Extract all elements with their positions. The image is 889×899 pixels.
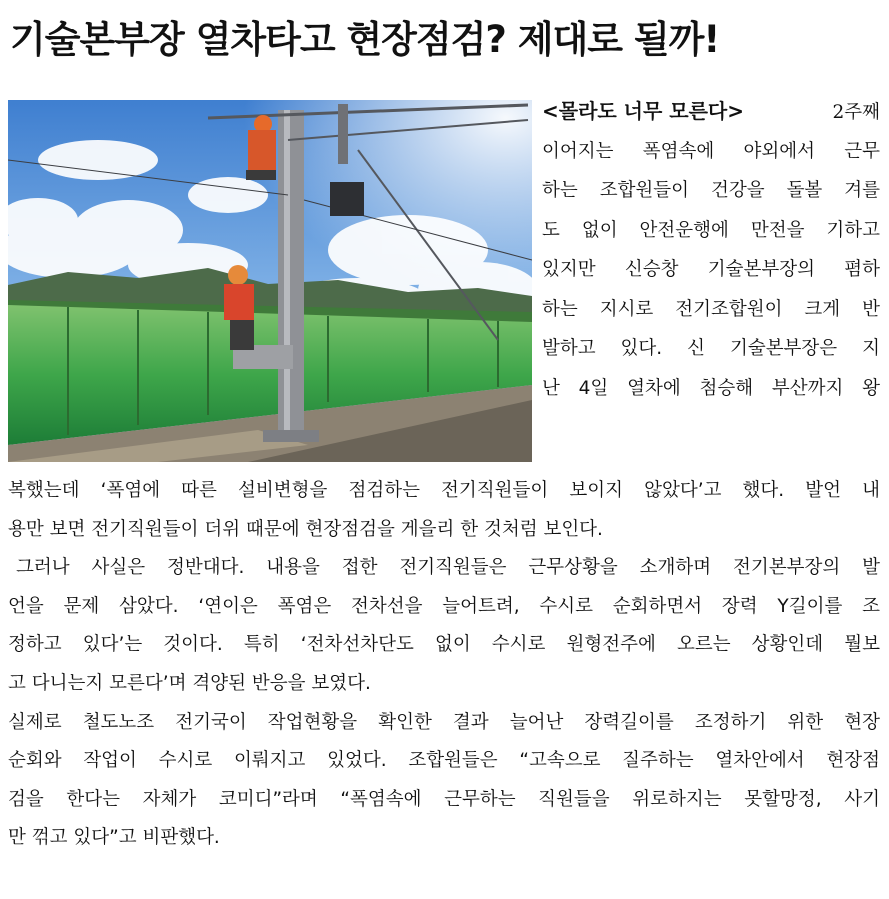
article-photo (8, 100, 532, 462)
side-line: 하는 조합원들이 건강을 돌볼 겨를 (542, 180, 880, 201)
body-line: 실제로 철도노조 전기국이 작업현황을 확인한 결과 늘어난 장력길이를 조정하기 위한 현장 (8, 711, 880, 733)
side-line: 난 4일 열차에 첨승해 부산까지 왕 (542, 377, 880, 399)
body-line: 만 꺾고 있다”고 비판했다. (8, 827, 220, 849)
side-line: 도 없이 안전운행에 만전을 기하고 (542, 219, 880, 241)
side-line: 하는 지시로 전기조합원이 크게 반 (542, 298, 880, 320)
side-line: 있지만 신승창 기술본부장의 폄하 (542, 259, 880, 280)
body-line: 복했는데 ‘폭염에 따른 설비변형을 점검하는 전기직원들이 보이지 않았다’고 했다. 발언 내 (8, 480, 880, 501)
article-side-column (542, 92, 880, 408)
body-line: 고 다니는지 모른다’며 격양된 반응을 보였다. (8, 672, 371, 694)
body-line: 용만 보면 전기직원들이 더위 때문에 현장점검을 게을리 한 것처럼 보인다. (8, 518, 603, 540)
article-body (8, 472, 880, 858)
body-line: 순회와 작업이 수시로 이뤄지고 있었다. 조합원들은 “고속으로 질주하는 열차안에서 현장점 (8, 750, 880, 772)
side-line: 발하고 있다. 신 기술본부장은 지 (542, 338, 880, 359)
body-line: 언을 문제 삼았다. ‘연이은 폭염은 전차선을 늘어트려, 수시로 순회하면서 장력 Y길이를 조 (8, 595, 880, 617)
section-label: <몰라도 너무 모른다> (542, 99, 745, 123)
body-line: 그러나 사실은 정반대다. 내용을 접한 전기직원들은 근무상황을 소개하며 전기본부장의 발 (16, 557, 880, 579)
body-line: 정하고 있다’는 것이다. 특히 ‘전차선차단도 없이 수시로 원형전주에 오르는 상황인데 뭘보 (8, 634, 880, 656)
body-line: 검을 한다는 자체가 코미디”라며 “폭염속에 근무하는 직원들을 위로하지는 못할망정, 사기 (8, 788, 880, 810)
side-first-tail: 2주째 (832, 102, 880, 123)
article-headline: 기술본부장 열차타고 현장점검? 제대로 될까! (10, 18, 720, 61)
side-first-line (542, 92, 880, 132)
side-line: 이어지는 폭염속에 야외에서 근무 (542, 140, 880, 162)
